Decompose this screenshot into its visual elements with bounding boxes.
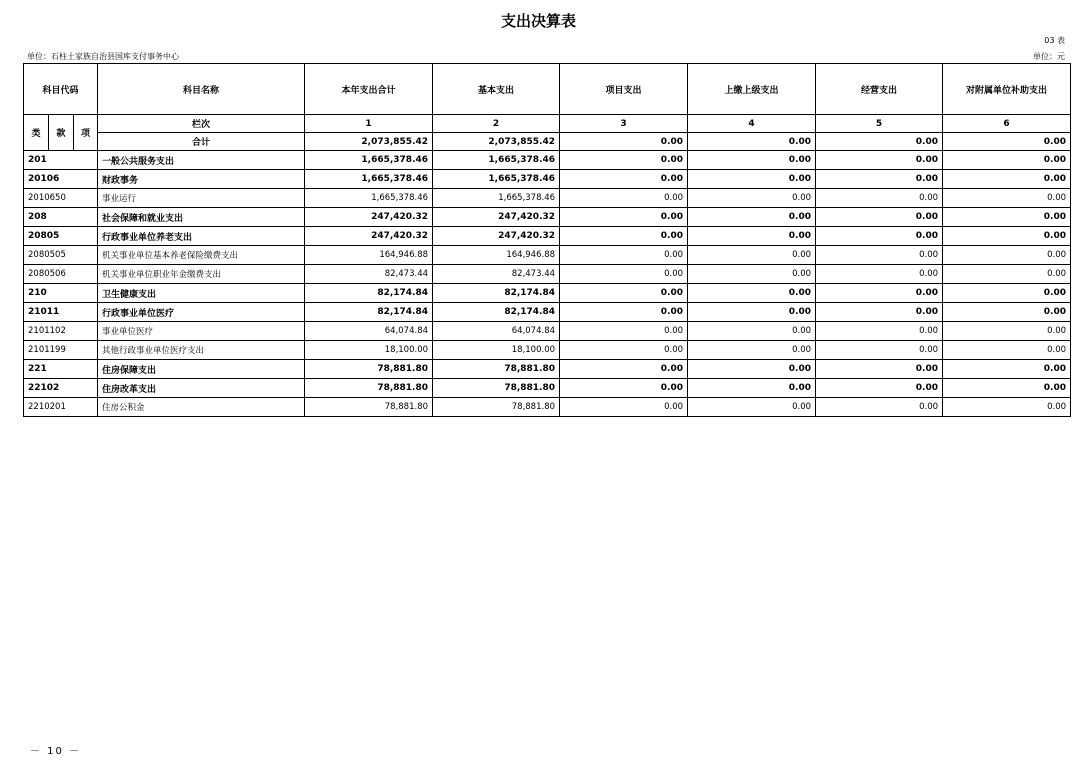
row-value: 82,174.84 xyxy=(305,303,433,322)
row-value: 0.00 xyxy=(943,151,1071,170)
row-value: 0.00 xyxy=(560,208,688,227)
row-value: 0.00 xyxy=(943,208,1071,227)
row-value: 247,420.32 xyxy=(305,208,433,227)
row-code: 201 xyxy=(24,151,98,170)
header-lei: 类 xyxy=(24,115,49,151)
row-value: 0.00 xyxy=(688,189,816,208)
row-value: 0.00 xyxy=(688,170,816,189)
row-value: 0.00 xyxy=(816,284,943,303)
row-value: 0.00 xyxy=(816,151,943,170)
row-value: 0.00 xyxy=(816,398,943,417)
row-value: 82,174.84 xyxy=(433,303,560,322)
row-value: 0.00 xyxy=(688,360,816,379)
row-value: 0.00 xyxy=(816,322,943,341)
row-value: 1,665,378.46 xyxy=(305,170,433,189)
row-value: 0.00 xyxy=(816,341,943,360)
row-value: 0.00 xyxy=(560,303,688,322)
row-value: 0.00 xyxy=(816,227,943,246)
row-value: 0.00 xyxy=(943,398,1071,417)
row-value: 1,665,378.46 xyxy=(305,189,433,208)
row-value: 0.00 xyxy=(560,227,688,246)
row-value: 1,665,378.46 xyxy=(433,170,560,189)
row-code: 2080506 xyxy=(24,265,98,284)
row-value: 0.00 xyxy=(688,246,816,265)
row-name: 一般公共服务支出 xyxy=(98,151,305,170)
row-value: 0.00 xyxy=(560,189,688,208)
row-value: 0.00 xyxy=(943,246,1071,265)
total-value: 2,073,855.42 xyxy=(433,133,560,151)
row-value: 0.00 xyxy=(688,284,816,303)
table-row xyxy=(24,189,1071,208)
row-value: 164,946.88 xyxy=(433,246,560,265)
table-row xyxy=(24,398,1071,417)
row-value: 1,665,378.46 xyxy=(433,189,560,208)
header-total-expenditure: 本年支出合计 xyxy=(305,64,433,115)
row-code: 20805 xyxy=(24,227,98,246)
row-value: 0.00 xyxy=(943,189,1071,208)
row-code: 221 xyxy=(24,360,98,379)
row-value: 0.00 xyxy=(688,398,816,417)
column-number: 2 xyxy=(433,115,560,133)
row-value: 78,881.80 xyxy=(433,360,560,379)
row-value: 0.00 xyxy=(560,151,688,170)
row-name: 财政事务 xyxy=(98,170,305,189)
header-code: 科目代码 xyxy=(24,64,98,115)
table-row xyxy=(24,170,1071,189)
row-name: 事业运行 xyxy=(98,189,305,208)
expenditure-table xyxy=(23,63,1071,417)
row-value: 0.00 xyxy=(688,208,816,227)
row-name: 机关事业单位职业年金缴费支出 xyxy=(98,265,305,284)
column-number: 4 xyxy=(688,115,816,133)
row-value: 0.00 xyxy=(943,227,1071,246)
row-code: 2101199 xyxy=(24,341,98,360)
table-row xyxy=(24,341,1071,360)
row-name: 机关事业单位基本养老保险缴费支出 xyxy=(98,246,305,265)
header-row xyxy=(24,64,1071,115)
row-value: 0.00 xyxy=(943,170,1071,189)
row-code: 210 xyxy=(24,284,98,303)
row-name: 卫生健康支出 xyxy=(98,284,305,303)
column-number: 3 xyxy=(560,115,688,133)
row-name: 住房保障支出 xyxy=(98,360,305,379)
row-value: 78,881.80 xyxy=(433,398,560,417)
row-value: 0.00 xyxy=(560,265,688,284)
header-project-expenditure: 项目支出 xyxy=(560,64,688,115)
total-row xyxy=(24,133,1071,151)
table-row xyxy=(24,227,1071,246)
row-value: 0.00 xyxy=(688,322,816,341)
row-code: 2010650 xyxy=(24,189,98,208)
row-value: 0.00 xyxy=(560,360,688,379)
table-row xyxy=(24,322,1071,341)
row-value: 18,100.00 xyxy=(433,341,560,360)
row-value: 0.00 xyxy=(688,151,816,170)
column-number: 1 xyxy=(305,115,433,133)
row-value: 247,420.32 xyxy=(305,227,433,246)
row-value: 0.00 xyxy=(816,379,943,398)
row-name: 住房改革支出 xyxy=(98,379,305,398)
row-value: 0.00 xyxy=(816,265,943,284)
row-value: 247,420.32 xyxy=(433,208,560,227)
header-basic-expenditure: 基本支出 xyxy=(433,64,560,115)
row-value: 0.00 xyxy=(560,341,688,360)
row-value: 0.00 xyxy=(816,303,943,322)
row-name: 住房公积金 xyxy=(98,398,305,417)
total-value: 2,073,855.42 xyxy=(305,133,433,151)
table-row xyxy=(24,303,1071,322)
row-value: 0.00 xyxy=(560,170,688,189)
column-number: 5 xyxy=(816,115,943,133)
row-value: 0.00 xyxy=(688,303,816,322)
header-operating-expenditure: 经营支出 xyxy=(816,64,943,115)
row-value: 0.00 xyxy=(943,360,1071,379)
page-number: － 10 － xyxy=(30,746,82,757)
row-name: 社会保障和就业支出 xyxy=(98,208,305,227)
row-value: 82,473.44 xyxy=(433,265,560,284)
reporting-unit: 单位：石柱土家族自治县国库支付事务中心 xyxy=(27,52,179,61)
column-number-row xyxy=(24,115,1071,133)
total-value: 0.00 xyxy=(943,133,1071,151)
header-kuan: 款 xyxy=(49,115,74,151)
row-value: 0.00 xyxy=(816,208,943,227)
table-body xyxy=(24,151,1071,417)
header-xiang: 项 xyxy=(74,115,98,151)
row-value: 0.00 xyxy=(943,379,1071,398)
header-name: 科目名称 xyxy=(98,64,305,115)
row-value: 1,665,378.46 xyxy=(305,151,433,170)
row-value: 82,473.44 xyxy=(305,265,433,284)
row-code: 2101102 xyxy=(24,322,98,341)
row-value: 0.00 xyxy=(688,265,816,284)
row-code: 20106 xyxy=(24,170,98,189)
row-value: 0.00 xyxy=(688,227,816,246)
row-value: 78,881.80 xyxy=(305,379,433,398)
form-number: 03 表 xyxy=(1044,36,1065,45)
page-title: 支出决算表 xyxy=(500,12,576,30)
column-number: 6 xyxy=(943,115,1071,133)
row-code: 2080505 xyxy=(24,246,98,265)
row-code: 2210201 xyxy=(24,398,98,417)
row-value: 0.00 xyxy=(560,246,688,265)
row-value: 0.00 xyxy=(816,170,943,189)
row-code: 21011 xyxy=(24,303,98,322)
row-name: 行政事业单位医疗 xyxy=(98,303,305,322)
row-code: 208 xyxy=(24,208,98,227)
table-row xyxy=(24,265,1071,284)
row-value: 0.00 xyxy=(816,360,943,379)
row-value: 82,174.84 xyxy=(433,284,560,303)
row-name: 行政事业单位养老支出 xyxy=(98,227,305,246)
row-value: 164,946.88 xyxy=(305,246,433,265)
row-value: 1,665,378.46 xyxy=(433,151,560,170)
row-value: 0.00 xyxy=(943,322,1071,341)
header-remit-upper: 上缴上级支出 xyxy=(688,64,816,115)
total-label: 合计 xyxy=(98,133,305,151)
header-subsidy-affiliated: 对附属单位补助支出 xyxy=(943,64,1071,115)
row-value: 78,881.80 xyxy=(305,398,433,417)
total-value: 0.00 xyxy=(688,133,816,151)
row-value: 247,420.32 xyxy=(433,227,560,246)
row-value: 18,100.00 xyxy=(305,341,433,360)
total-value: 0.00 xyxy=(816,133,943,151)
row-value: 78,881.80 xyxy=(433,379,560,398)
row-value: 0.00 xyxy=(560,284,688,303)
row-value: 64,074.84 xyxy=(433,322,560,341)
table-row xyxy=(24,151,1071,170)
table-row xyxy=(24,284,1071,303)
row-value: 0.00 xyxy=(943,341,1071,360)
row-value: 0.00 xyxy=(688,341,816,360)
row-value: 0.00 xyxy=(560,398,688,417)
table-row xyxy=(24,379,1071,398)
row-value: 82,174.84 xyxy=(305,284,433,303)
header-lanci: 栏次 xyxy=(98,115,305,133)
row-code: 22102 xyxy=(24,379,98,398)
row-value: 0.00 xyxy=(688,379,816,398)
row-value: 0.00 xyxy=(816,189,943,208)
table-row xyxy=(24,208,1071,227)
row-value: 0.00 xyxy=(943,284,1071,303)
currency-unit: 单位：元 xyxy=(1033,52,1065,61)
table-row xyxy=(24,360,1071,379)
row-name: 事业单位医疗 xyxy=(98,322,305,341)
row-value: 0.00 xyxy=(560,379,688,398)
row-value: 78,881.80 xyxy=(305,360,433,379)
table-row xyxy=(24,246,1071,265)
row-value: 64,074.84 xyxy=(305,322,433,341)
row-value: 0.00 xyxy=(943,265,1071,284)
total-value: 0.00 xyxy=(560,133,688,151)
row-value: 0.00 xyxy=(943,303,1071,322)
row-value: 0.00 xyxy=(816,246,943,265)
row-value: 0.00 xyxy=(560,322,688,341)
row-name: 其他行政事业单位医疗支出 xyxy=(98,341,305,360)
